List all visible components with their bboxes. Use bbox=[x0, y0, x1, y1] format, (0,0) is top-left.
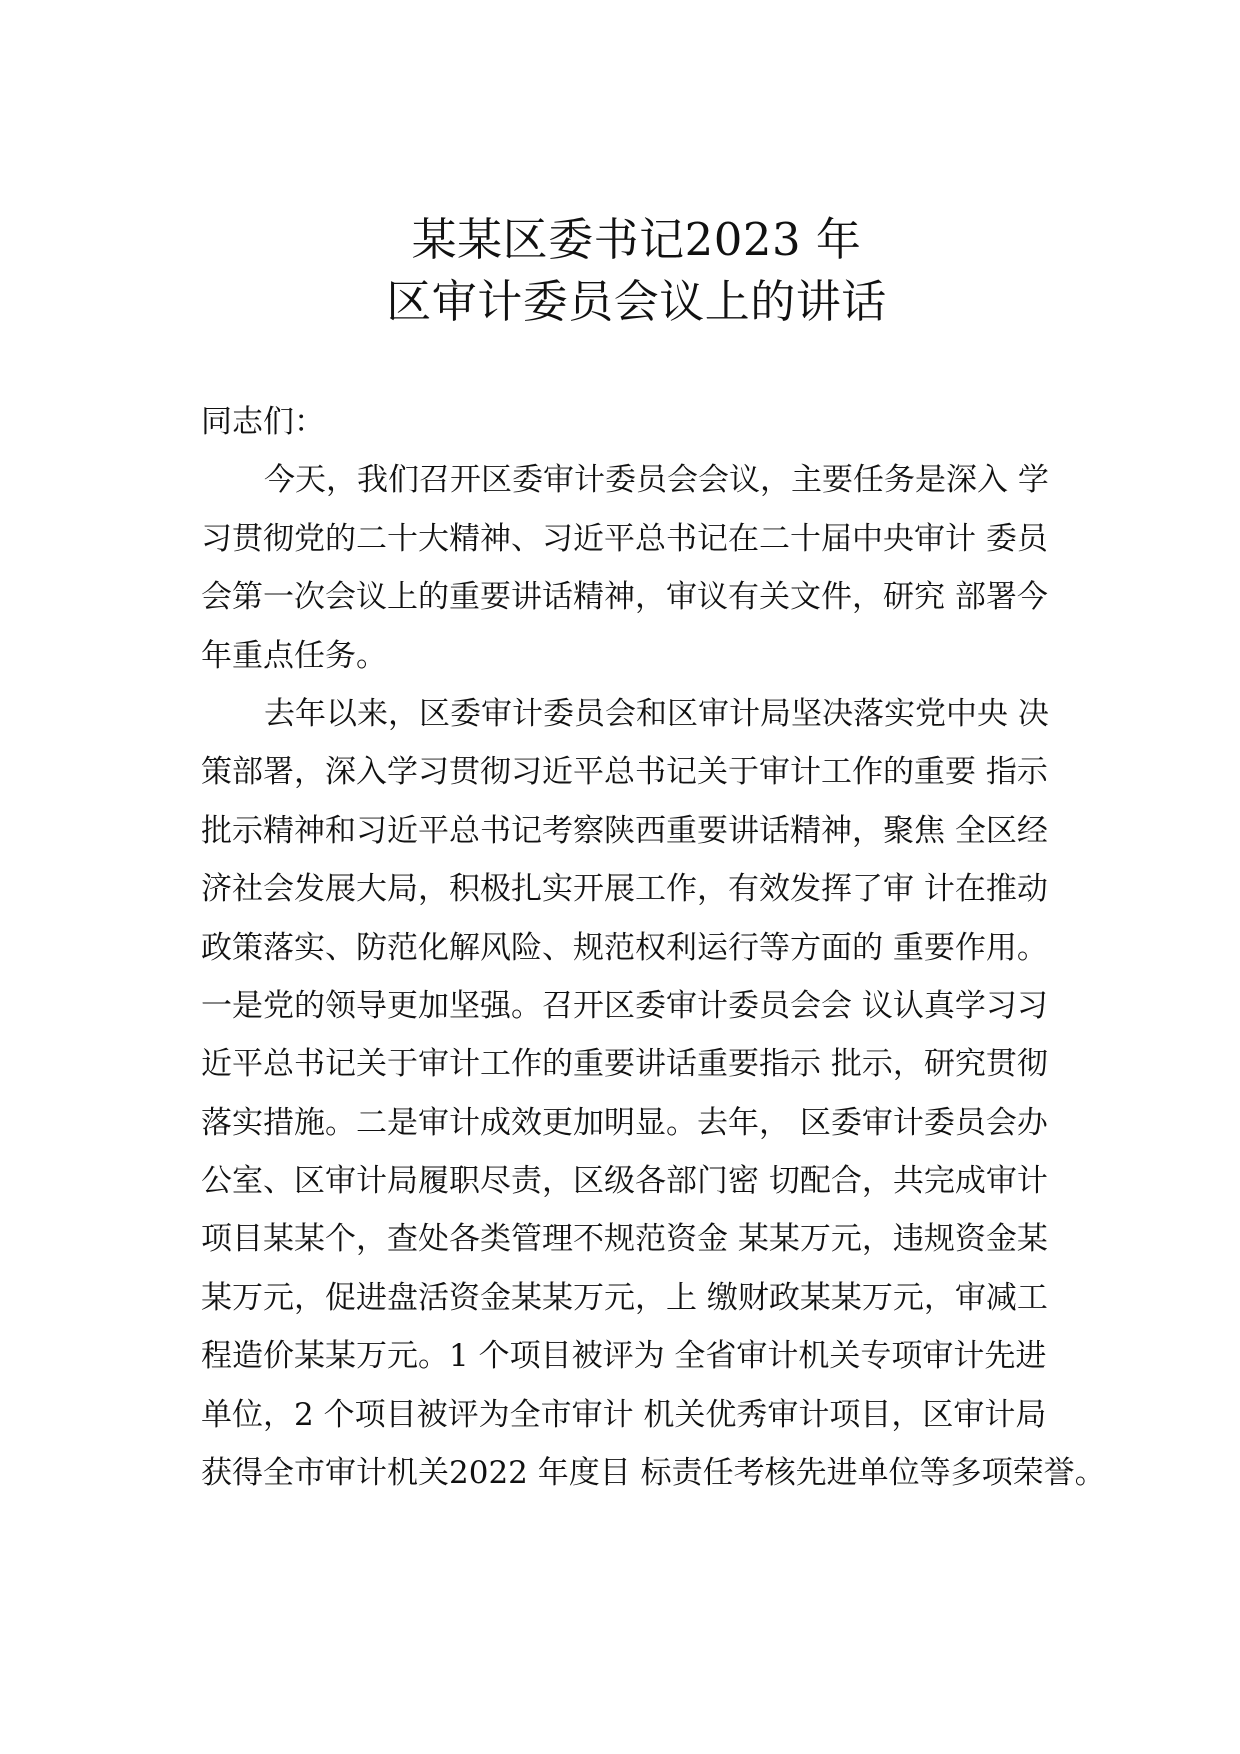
paragraph-line: 今天，我们召开区委审计委员会会议，主要任务是深入 学 bbox=[264, 462, 1049, 499]
paragraph-line: 项目某某个，查处各类管理不规范资金 某某万元，违规资金某 bbox=[201, 1221, 1048, 1258]
paragraph-line: 获得全市审计机关2022 年度目 标责任考核先进单位等多项荣誉。 bbox=[201, 1455, 1106, 1492]
paragraph-line: 习贯彻党的二十大精神、习近平总书记在二十届中央审计 委员 bbox=[201, 520, 1048, 557]
paragraph-line: 一是党的领导更加坚强。召开区委审计委员会会 议认真学习习 bbox=[201, 987, 1048, 1024]
document-body bbox=[201, 393, 1121, 1502]
paragraph-line: 批示精神和习近平总书记考察陕西重要讲话精神，聚焦 全区经 bbox=[201, 812, 1048, 849]
paragraph-line: 单位，2 个项目被评为全市审计 机关优秀审计项目，区审计局 bbox=[201, 1396, 1047, 1433]
paragraph-line: 策部署，深入学习贯彻习近平总书记关于审计工作的重要 指示 bbox=[201, 754, 1048, 791]
paragraph-line: 程造价某某万元。1 个项目被评为 全省审计机关专项审计先进 bbox=[201, 1338, 1047, 1375]
paragraph-line: 政策落实、防范化解风险、规范权利运行等方面的 重要作用。 bbox=[201, 929, 1048, 966]
paragraph-line: 会第一次会议上的重要讲话精神，审议有关文件，研究 部署今 bbox=[201, 579, 1048, 616]
paragraph-line: 去年以来，区委审计委员会和区审计局坚决落实党中央 决 bbox=[264, 695, 1049, 732]
paragraph-line: 近平总书记关于审计工作的重要讲话重要指示 批示，研究贯彻 bbox=[201, 1046, 1048, 1083]
paragraph-line: 某万元，促进盘活资金某某万元，上 缴财政某某万元，审减工 bbox=[201, 1279, 1048, 1316]
document-title bbox=[201, 209, 1072, 333]
paragraph-line: 年重点任务。 bbox=[201, 637, 387, 674]
paragraph-line: 公室、区审计局履职尽责，区级各部门密 切配合，共完成审计 bbox=[201, 1163, 1048, 1200]
paragraph-line: 济社会发展大局，积极扎实开展工作，有效发挥了审 计在推动 bbox=[201, 871, 1048, 908]
paragraph-1 bbox=[201, 451, 1121, 685]
paragraph-line: 落实措施。二是审计成效更加明显。去年， 区委审计委员会办 bbox=[201, 1104, 1048, 1141]
salutation: 同志们： bbox=[201, 404, 325, 440]
paragraph-2 bbox=[201, 685, 1121, 1502]
title-line-1: 某某区委书记2023 年 bbox=[411, 213, 862, 266]
title-line-2: 区审计委员会议上的讲话 bbox=[386, 275, 887, 328]
